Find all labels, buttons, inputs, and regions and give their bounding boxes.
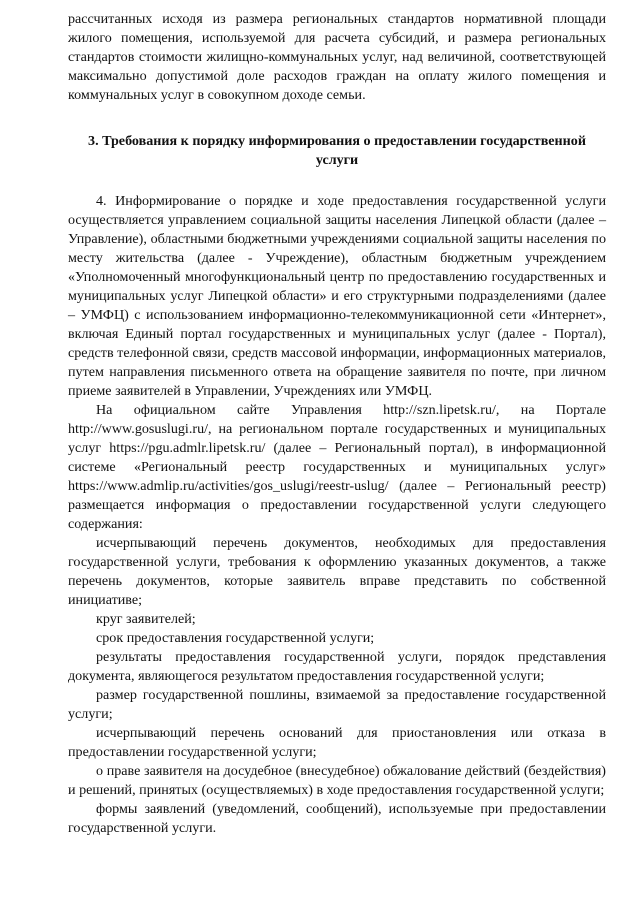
section-heading: 3. Требования к порядку информирования о предоставлении государственной услуги (88, 133, 586, 168)
list-item-appeal-right: о праве заявителя на досудебное (внесудебное) обжалование действий (бездействия) и решений, принятых (осуществляемых) в ходе предоставления государственной услуги; (68, 763, 606, 798)
list-item-results: результаты предоставления государственной услуги, порядок представления документа, являющегося результатом предоставления государственной услуги; (68, 649, 606, 684)
list-item-refusal-grounds: исчерпывающий перечень оснований для приостановления или отказа в предоставлении государственной услуги; (68, 725, 606, 760)
list-item-deadline: срок предоставления государственной услуги; (96, 630, 375, 646)
paragraph-official-sites: На официальном сайте Управления http://szn.lipetsk.ru/, на Портале http://www.gosuslugi.ru/, на региональном портале государственных и муниципальных услуг https://pgu.admlr.lipetsk.ru/ (далее – Региональный портал), в информационной системе «Региональный реестр государственных и муниципальных услуг» https://www.admlip.ru/activities/gos_uslugi/reestr-uslug/ (далее – Региональный реестр) размещается информация о предоставлении государственной услуги следующего содержания: (68, 402, 606, 532)
intro-paragraph: рассчитанных исходя из размера региональных стандартов нормативной площади жилого помещения, используемой для расчета субсидий, и размера региональных стандартов стоимости жилищно-коммунальных услуг, над величиной, соответствующей максимально допустимой доле расходов граждан на оплату жилого помещения и коммунальных услуг в совокупном доходе семьи. (68, 11, 606, 103)
list-item-documents: исчерпывающий перечень документов, необходимых для предоставления государственной услуги, требования к оформлению указанных документов, а также перечень документов, которые заявитель вправе представить по собственной инициативе; (68, 535, 606, 608)
paragraph-informing: 4. Информирование о порядке и ходе предоставления государственной услуги осуществляется управлением социальной защиты населения Липецкой области (далее – Управление), областными бюджетными учреждениями социальной защиты населения по месту жительства (далее - Учреждение), областным бюджетным учреждением «Уполномоченный многофункциональный центр по предоставлению государственных и муниципальных услуг Липецкой области» и его структурными подразделениями (далее – УМФЦ) с использованием информационно-телекоммуникационной сети «Интернет», включая Единый портал государственных и муниципальных услуг (далее - Портал), средств телефонной связи, средств массовой информации, информационных материалов, путем направления письменного ответа на обращение заявителя по почте, при личном приеме заявителей в Управлении, Учреждениях или УМФЦ. (68, 193, 606, 399)
list-item-fee: размер государственной пошлины, взимаемой за предоставление государственной услуги; (68, 687, 606, 722)
list-item-applicants: круг заявителей; (96, 611, 196, 627)
list-item-forms: формы заявлений (уведомлений, сообщений), используемые при предоставлении государственной услуги. (68, 801, 606, 836)
